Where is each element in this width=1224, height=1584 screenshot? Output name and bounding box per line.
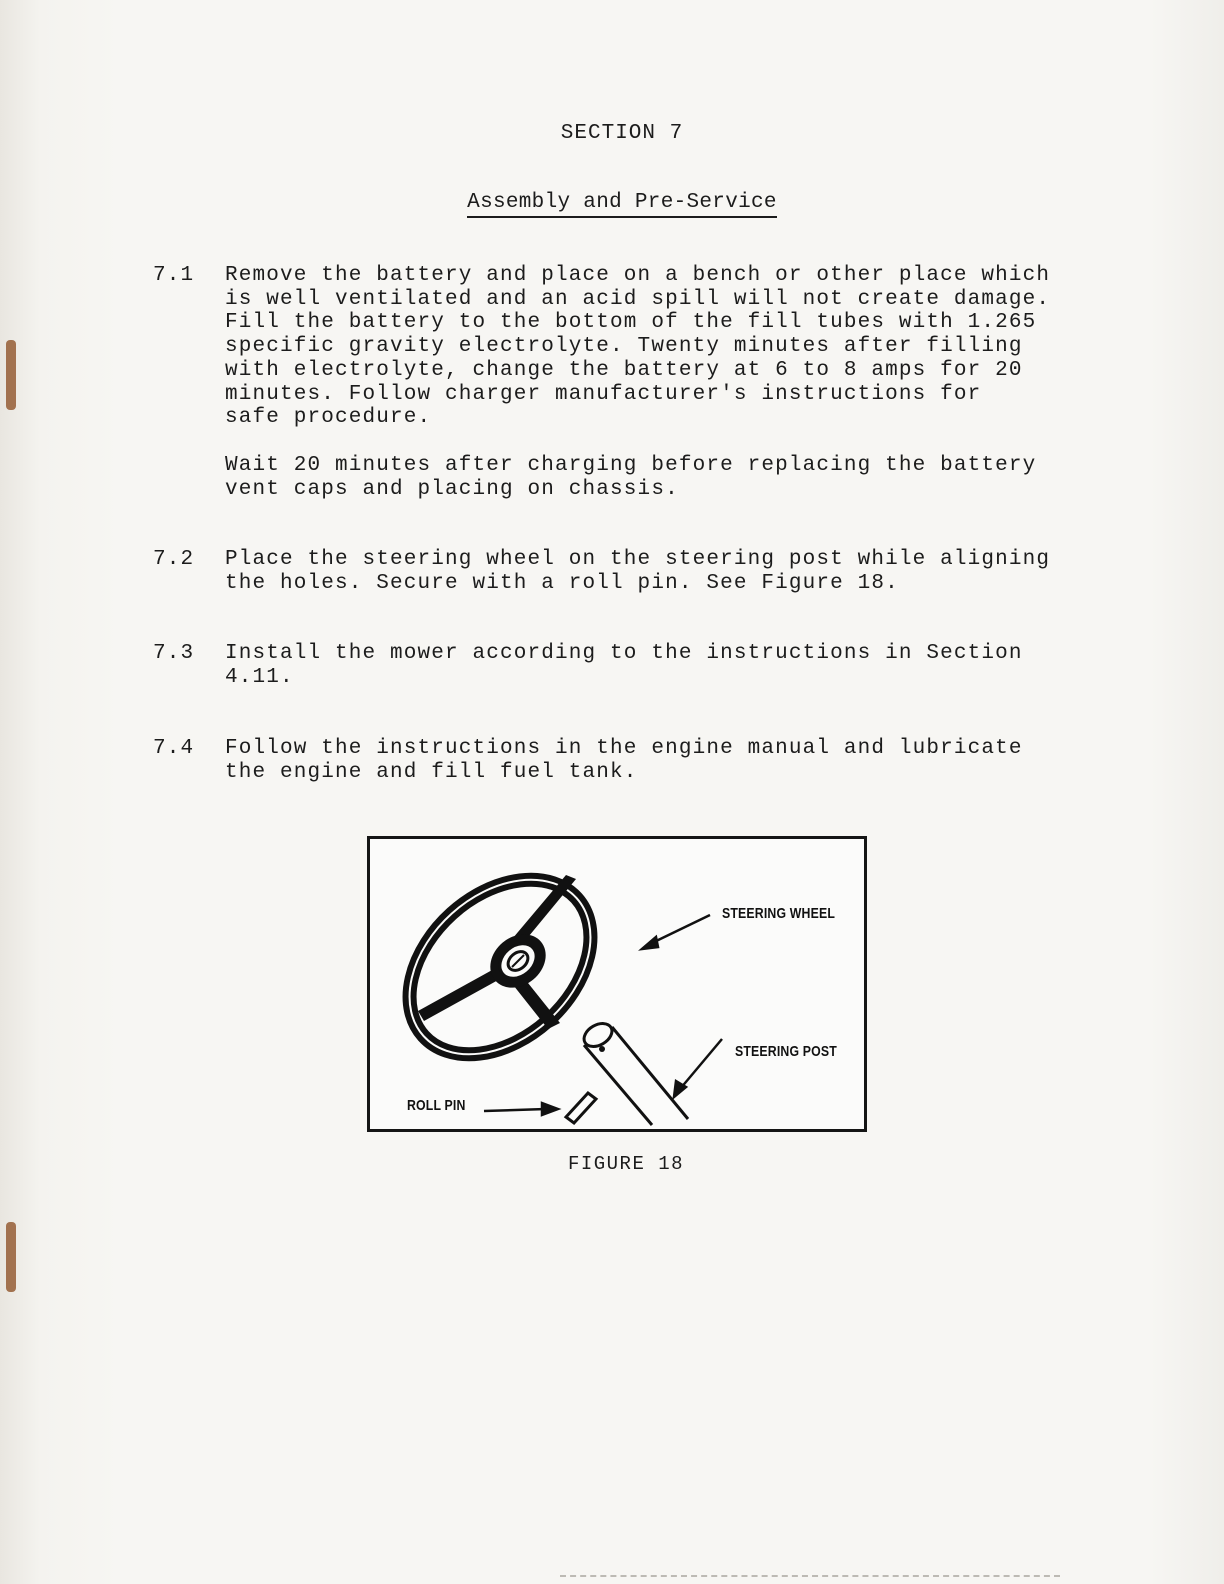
steering-wheel-drawing: [375, 845, 624, 1090]
item-number: 7.1: [153, 264, 195, 287]
item-number: 7.2: [153, 548, 195, 571]
item-text: Place the steering wheel on the steering post while aligning the holes. Secure with a roll pin. See Figure 18.: [225, 548, 1051, 595]
steering-post-drawing: [580, 1019, 688, 1125]
steering-assembly-illustration: [370, 839, 864, 1129]
label-steering-wheel: STEERING WHEEL: [722, 905, 836, 922]
binding-stain: [6, 340, 16, 410]
label-roll-pin: ROLL PIN: [407, 1097, 466, 1114]
item-number: 7.4: [153, 737, 195, 760]
figure-18: [367, 836, 867, 1132]
label-steering-post: STEERING POST: [735, 1043, 837, 1060]
item-number: 7.3: [153, 642, 195, 665]
section-title: Assembly and Pre-Service: [467, 191, 777, 218]
figure-caption: FIGURE 18: [567, 1153, 685, 1175]
binding-stain: [6, 1222, 16, 1292]
item-text: Follow the instructions in the engine manual and lubricate the engine and fill fuel tank.: [225, 737, 1023, 784]
page-edge-artifact: [560, 1575, 1060, 1577]
roll-pin-drawing: [566, 1093, 596, 1123]
item-text: Install the mower according to the instructions in Section 4.11.: [225, 642, 1023, 689]
item-text: Remove the battery and place on a bench or other place which is well ventilated and an acid spill will not create damage. Fill the battery to the bottom of the fill tubes with 1.265 specific gravity electrolyte. Twenty minutes after filling with electrolyte, change the battery at 6 to 8 amps for 20 minutes. Follow charger manufacturer's instructions for safe procedure.: [225, 264, 1051, 430]
item-note: Wait 20 minutes after charging before replacing the battery vent caps and placing on chassis.: [225, 454, 1037, 501]
section-heading: SECTION 7: [560, 122, 684, 145]
